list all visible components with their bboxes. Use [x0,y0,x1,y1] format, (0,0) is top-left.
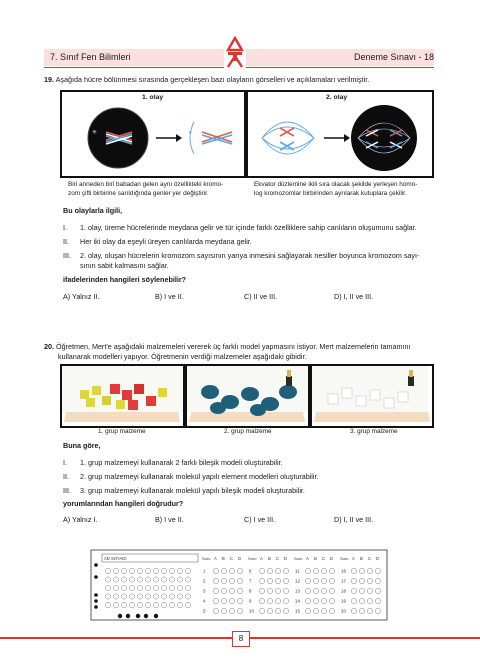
q20-s2-num: II. [63,472,69,481]
choice-header: C [276,556,280,561]
q20-lead: Buna göre, [63,441,101,450]
event1-caption-line1: Biri anneden biri babadan gelen aynı özellikteki kromo- [68,181,224,188]
choice-header: B [314,556,317,561]
column-header: Soru [340,556,349,561]
group1-caption: 1. grup malzeme [98,428,146,435]
svg-text:✳: ✳ [188,130,193,136]
choice-header: D [284,556,288,561]
column-header: Soru [294,556,303,561]
q19-option-a[interactable]: A) Yalnız II. [63,292,100,301]
q19-s1-num: I. [63,223,67,232]
exam-title: Deneme Sınavı - 18 [353,52,434,62]
question-number: 20 [341,608,346,614]
question-number: 7 [249,578,252,584]
question-number: 6 [249,568,252,574]
question-number: 2 [203,578,206,584]
question-number: 3 [203,588,206,594]
q19-statement-2: Her iki olay da eşeyli üreyen canlılarda meydana gelir. [80,237,252,246]
q20-stem-line2: kullanarak modelleri yapıyor. Öğretmenin verdiği malzemeler aşağıdaki gibidir. [58,352,307,361]
answer-sheet [90,549,388,621]
choice-header: C [322,556,326,561]
q20-statement-1: 1. grup malzemeyi kullanarak 2 farklı bileşik modeli oluşturabilir. [80,458,283,467]
choice-header: A [352,556,355,561]
q20-option-d[interactable]: D) I, II ve III. [334,515,374,524]
question-number: 1 [203,568,206,574]
question-number: 8 [249,588,252,594]
q19-s2-num: II. [63,237,69,246]
timing-mark [94,599,98,603]
timing-mark [94,593,98,597]
timing-mark [154,614,158,618]
q19-number: 19. [44,75,54,84]
event1-caption-line2: zom çifti birbirine sarıldığında genler yer değiştirir. [68,189,209,197]
question-number: 9 [249,598,252,604]
q19-stem [44,75,439,85]
column-header: Soru [202,556,211,561]
timing-mark [94,605,98,609]
q19-figure [60,90,434,178]
q19-option-b[interactable]: B) I ve II. [155,292,184,301]
q19-lead: Bu olaylarla ilgili, [63,206,123,215]
svg-text:✳: ✳ [92,130,98,136]
group2-caption: 2. grup malzeme [224,428,272,435]
event2-caption-line1: Ekvator düzlemine ikili sıra olacak şekilde yerleşen homo- [254,181,418,188]
q20-s1-num: I. [63,458,67,467]
timing-mark [94,563,98,567]
q20-figure [60,364,434,428]
q19-option-c[interactable]: C) II ve III. [244,292,278,301]
q19-statement-3-line2: sının sabit kalmasını sağlar. [80,261,169,270]
choice-header: A [306,556,309,561]
event2-caption [254,181,417,198]
question-number: 5 [203,608,206,614]
question-number: 12 [295,578,300,584]
q20-statement-2: 2. grup malzemeyi kullanarak molekül yapılı element modelleri oluşturabilir. [80,472,319,481]
choice-header: A [214,556,217,561]
q19-option-d[interactable]: D) I, II ve III. [334,292,374,301]
choice-header: C [230,556,234,561]
q20-ask: yorumlarından hangileri doğrudur? [63,499,184,508]
event2-caption-line2: log kromozomlar birbirinden ayrılarak kutuplara çekilir. [254,189,407,197]
event1-caption [68,181,223,198]
q19-statement-3-line1: 2. olay, oluşan hücrelerin kromozom sayısının yarıya inmesini sağlayarak nesiller boyunca kromozom sayı- [80,251,420,260]
choice-header: C [368,556,372,561]
publisher-logo [224,36,246,68]
q20-number: 20. [44,342,54,351]
choice-header: D [238,556,242,561]
question-number: 14 [295,598,300,604]
choice-header: D [330,556,334,561]
question-number: 19 [341,598,346,604]
question-number: 10 [249,608,254,614]
q20-s3-num: III. [63,486,71,495]
question-number: 11 [295,568,300,574]
choice-header: B [268,556,271,561]
q19-ask: ifadelerinden hangileri söylenebilir? [63,275,187,284]
timing-mark [94,575,98,579]
timing-mark [118,614,122,618]
question-number: 17 [341,578,346,584]
page-number: 8 [232,631,250,647]
timing-mark [136,614,140,618]
q20-option-c[interactable]: C) I ve III. [244,515,276,524]
subject-title: 7. Sınıf Fen Bilimleri [50,52,131,62]
group3-caption: 3. grup malzeme [350,428,398,435]
column-header: Soru [248,556,257,561]
q20-stem [44,342,439,362]
event1-label: 1. olay [142,94,164,101]
question-number: 13 [295,588,300,594]
choice-header: B [360,556,363,561]
q20-statement-3: 3. grup malzemeyi kullanarak molekül yapılı bileşik modeli oluşturabilir. [80,486,305,495]
choice-header: A [260,556,263,561]
q19-statement-1: 1. olay, üreme hücrelerinde meydana gelir ve tür içinde farklı özelliklere sahip canlıların oluşumunu sağlar. [80,223,417,232]
question-number: 18 [341,588,346,594]
question-number: 4 [203,598,206,604]
timing-mark [144,614,148,618]
q19-statement-3 [80,251,440,271]
q20-option-a[interactable]: A) Yalnız I. [63,515,98,524]
question-number: 16 [341,568,346,574]
q19-s3-num: III. [63,251,71,260]
q19-stem-text: Aşağıda hücre bölünmesi sırasında gerçekleşen bazı olayların görselleri ve açıklamaları verilmiştir. [55,75,370,84]
name-label: AD SOYADI [104,556,127,561]
choice-header: B [222,556,225,561]
event2-label: 2. olay [326,94,348,101]
q20-option-b[interactable]: B) I ve II. [155,515,184,524]
question-number: 15 [295,608,300,614]
choice-header: D [376,556,380,561]
timing-mark [126,614,130,618]
q20-stem-line1: Öğretmen, Mert'e aşağıdaki malzemeleri vererek üç farklı model yapmasını istiyor. Mert malzemelerin tamamını [56,342,411,351]
